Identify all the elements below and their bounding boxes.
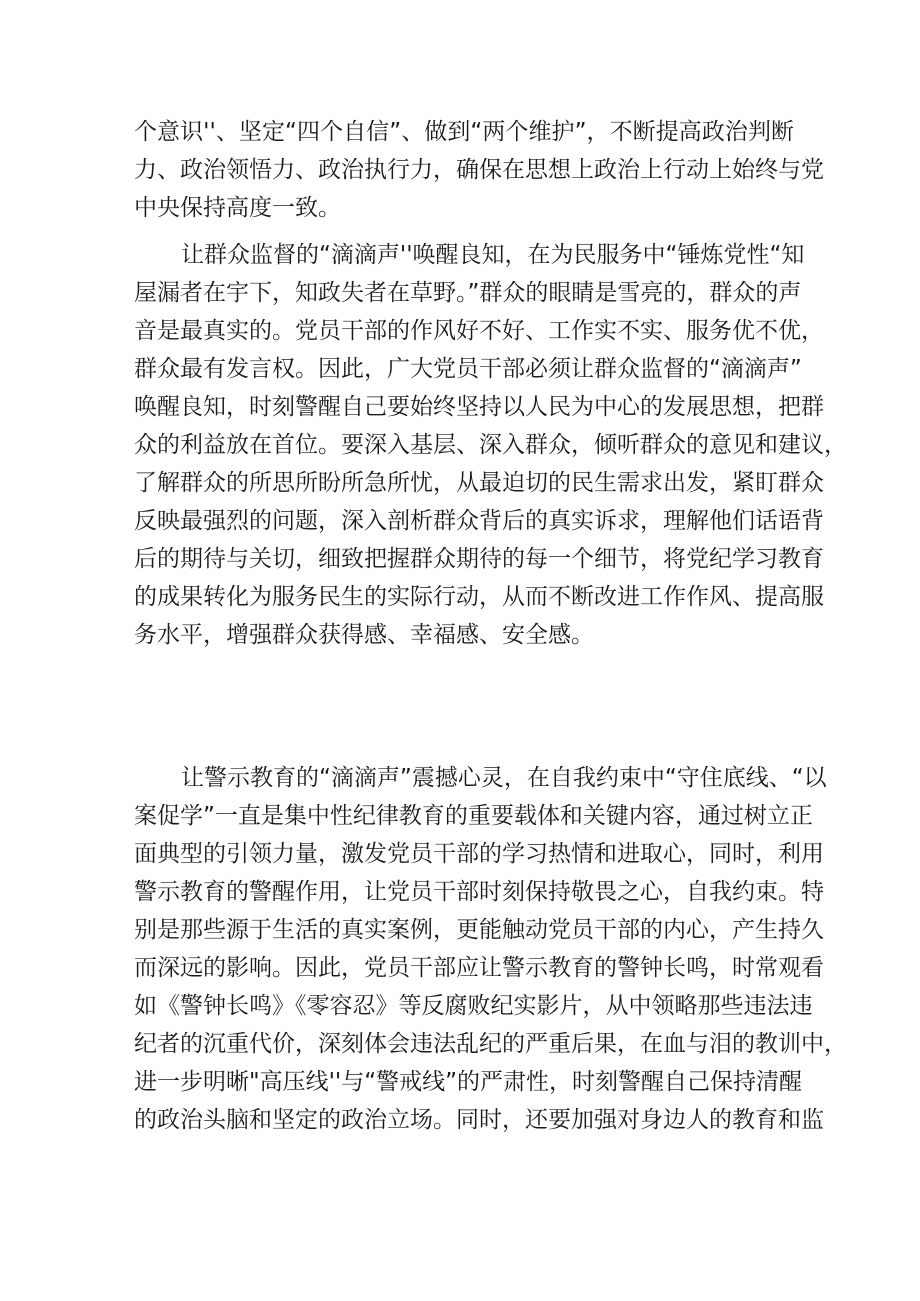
- paragraph-line: 个意识''、坚定“四个自信”、做到“两个维护”，不断提高政治判断: [134, 119, 794, 145]
- paragraph-line: 的成果转化为服务民生的实际行动，从而不断改进工作作风、提高服: [134, 584, 824, 610]
- paragraph-line: 纪者的沉重代价，深刻体会违法乱纪的严重后果，在血与泪的教训中，: [134, 1031, 847, 1057]
- paragraph-line: 中央保持高度一致。: [134, 195, 341, 221]
- paragraph-line: 了解群众的所思所盼所急所忧，从最迫切的民生需求出发，紧盯群众: [134, 470, 824, 496]
- paragraph-line: 务水平，增强群众获得感、幸福感、安全感。: [134, 622, 594, 648]
- paragraph-line: 的政治头脑和坚定的政治立场。同时，还要加强对身边人的教育和监: [134, 1107, 824, 1133]
- paragraph-line: 面典型的引领力量，激发党员干部的学习热情和进取心，同时，利用: [134, 841, 824, 867]
- paragraph-2: [134, 236, 847, 654]
- paragraph-line: 唤醒良知，时刻警醒自己要始终坚持以人民为中心的发展思想，把群: [134, 394, 824, 420]
- paragraph-line: 而深远的影响。因此，党员干部应让警示教育的警钟长鸣，时常观看: [134, 955, 824, 981]
- paragraph-1: [134, 113, 824, 227]
- paragraph-3: [134, 759, 847, 1139]
- paragraph-line: 力、政治领悟力、政治执行力，确保在思想上政治上行动上始终与党: [134, 157, 824, 183]
- paragraph-line: 别是那些源于生活的真实案例，更能触动党员干部的内心，产生持久: [134, 917, 824, 943]
- paragraph-line: 警示教育的警醒作用，让党员干部时刻保持敬畏之心，自我约束。特: [134, 879, 824, 905]
- paragraph-line: 屋漏者在宇下，知政失者在草野。”群众的眼睛是雪亮的，群众的声: [134, 280, 802, 306]
- paragraph-line: 反映最强烈的问题，深入剖析群众背后的真实诉求，理解他们话语背: [134, 508, 824, 534]
- paragraph-line: 让群众监督的“滴滴声''唤醒良知，在为民服务中“锤炼党性“知: [181, 242, 805, 268]
- paragraph-line: 如《警钟长鸣》《零容忍》等反腐败纪实影片，从中领略那些违法违: [134, 993, 813, 1019]
- paragraph-line: 案促学”一直是集中性纪律教育的重要载体和关键内容，通过树立正: [134, 803, 813, 829]
- paragraph-line: 进一步明晰"高压线''与“警戒线”的严肃性，时刻警醒自己保持清醒: [134, 1069, 803, 1095]
- paragraph-line: 后的期待与关切，细致把握群众期待的每一个细节，将党纪学习教育: [134, 546, 824, 572]
- paragraph-line: 群众最有发言权。因此，广大党员干部必须让群众监督的“滴滴声”: [134, 356, 802, 382]
- paragraph-line: 众的利益放在首位。要深入基层、深入群众，倾听群众的意见和建议，: [134, 432, 847, 458]
- paragraph-line: 让警示教育的“滴滴声”震撼心灵，在自我约束中“守住底线、“以: [181, 765, 827, 791]
- paragraph-line: 音是最真实的。党员干部的作风好不好、工作实不实、服务优不优，: [134, 318, 824, 344]
